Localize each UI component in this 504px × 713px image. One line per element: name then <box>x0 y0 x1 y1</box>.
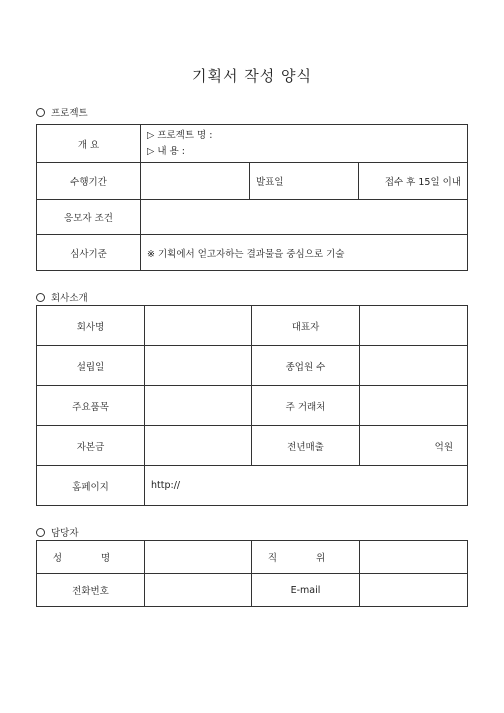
revenue-unit: 억원 <box>360 426 468 466</box>
overview-value-cell[interactable] <box>141 125 468 163</box>
company-name-label: 회사명 <box>37 306 145 346</box>
capital-value[interactable] <box>145 426 252 466</box>
table-row <box>37 306 468 346</box>
period-value-cell[interactable] <box>141 163 250 200</box>
founded-label: 설립일 <box>37 346 145 386</box>
criteria-value: ※ 기획에서 얻고자하는 결과물을 중심으로 기술 <box>141 235 468 271</box>
document-title: 기획서 작성 양식 <box>192 67 312 85</box>
section-contact-label: 담당자 <box>51 528 79 539</box>
clients-value[interactable] <box>360 386 468 426</box>
circle-bullet-icon <box>36 293 45 302</box>
criteria-label: 심사기준 <box>37 235 141 271</box>
contact-name-text: 성 명 <box>52 553 129 564</box>
company-table <box>36 305 468 506</box>
employees-label: 종업원 수 <box>252 346 360 386</box>
company-name-value[interactable] <box>145 306 252 346</box>
circle-bullet-icon <box>36 108 45 117</box>
homepage-label: 홈페이지 <box>37 466 145 506</box>
email-label: E-mail <box>252 574 360 607</box>
phone-label: 전화번호 <box>37 574 145 607</box>
ceo-value[interactable] <box>360 306 468 346</box>
revenue-label: 전년매출 <box>252 426 360 466</box>
table-row <box>37 125 468 163</box>
employees-value[interactable] <box>360 346 468 386</box>
table-row <box>37 235 468 271</box>
period-label: 수행기간 <box>37 163 141 200</box>
table-row <box>37 541 468 574</box>
phone-value[interactable] <box>145 574 252 607</box>
circle-bullet-icon <box>36 528 45 537</box>
ceo-label: 대표자 <box>252 306 360 346</box>
table-row <box>37 574 468 607</box>
products-value[interactable] <box>145 386 252 426</box>
applicant-label: 응모자 조건 <box>37 200 141 235</box>
contact-name-label <box>37 541 145 574</box>
position-label <box>252 541 360 574</box>
announce-label: 발표일 <box>250 163 359 200</box>
section-contact <box>36 525 79 539</box>
homepage-value[interactable]: http:// <box>145 466 468 506</box>
contact-table <box>36 540 468 607</box>
announce-value: 접수 후 15일 이내 <box>359 163 468 200</box>
table-row <box>37 346 468 386</box>
section-project-label: 프로젝트 <box>51 108 88 119</box>
section-project <box>36 105 88 119</box>
overview-label: 개 요 <box>77 139 100 151</box>
position-value[interactable] <box>360 541 468 574</box>
table-row <box>37 200 468 235</box>
email-value[interactable] <box>360 574 468 607</box>
capital-label: 자본금 <box>37 426 145 466</box>
table-row <box>37 386 468 426</box>
position-text: 직 위 <box>267 553 344 564</box>
contact-name-value[interactable] <box>145 541 252 574</box>
section-company-label: 회사소개 <box>51 293 88 304</box>
products-label: 주요품목 <box>37 386 145 426</box>
project-name-line: ▷ 프로젝트 명 : <box>147 129 213 141</box>
project-table <box>36 124 468 271</box>
content-line: ▷ 내 용 : <box>147 145 185 157</box>
clients-label: 주 거래처 <box>252 386 360 426</box>
table-row <box>37 466 468 506</box>
applicant-value-cell[interactable] <box>141 200 468 235</box>
table-row <box>37 163 468 200</box>
overview-label-cell <box>37 125 141 163</box>
founded-value[interactable] <box>145 346 252 386</box>
section-company <box>36 290 88 304</box>
table-row <box>37 426 468 466</box>
